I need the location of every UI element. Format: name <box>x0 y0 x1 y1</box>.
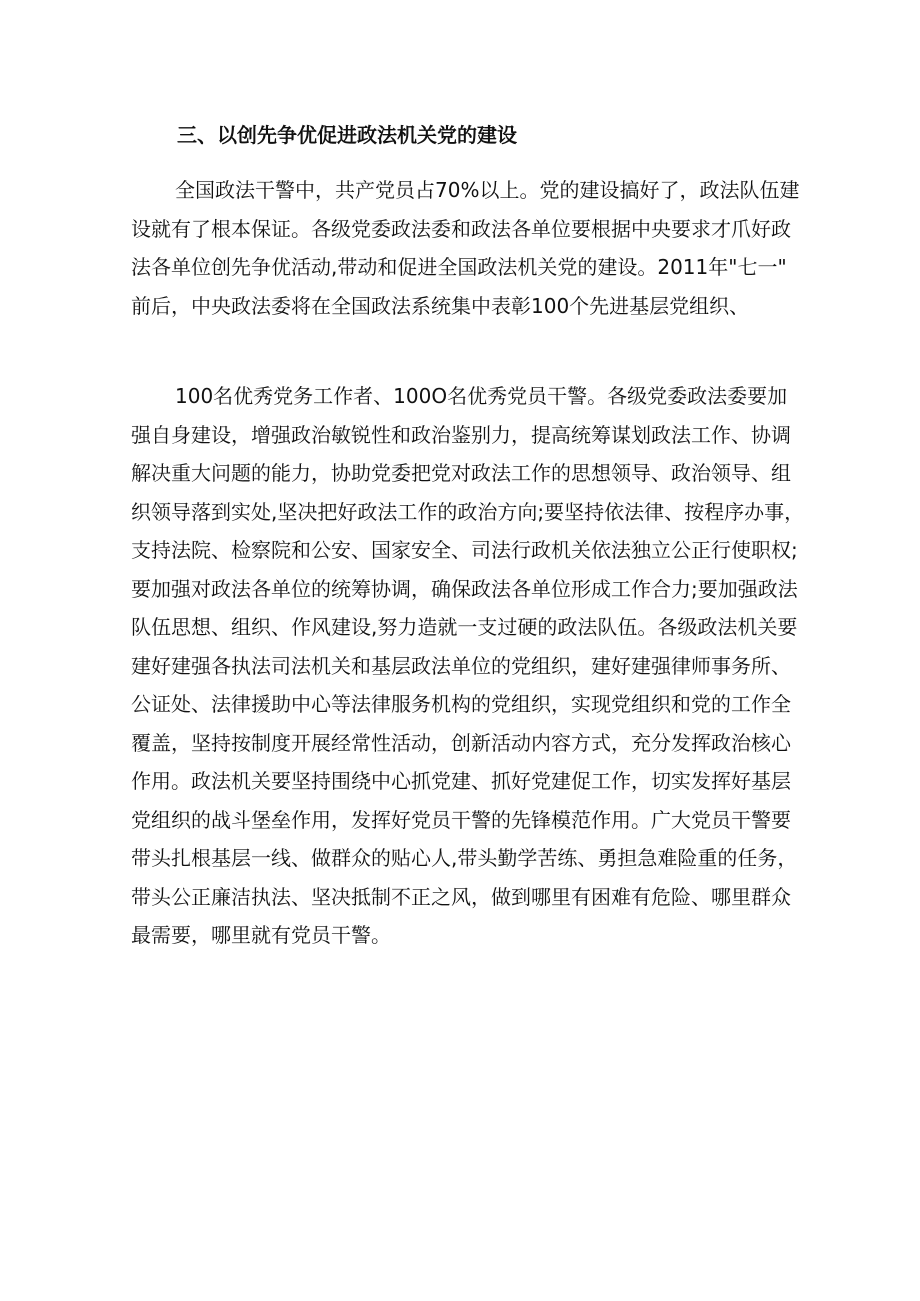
paragraph-line: 织领导落到实处,坚决把好政法工作的政治方向;要坚持依法律、按程序办事， <box>131 499 805 524</box>
paragraph-line: 队伍思想、组织、作风建设,努力造就一支过硬的政法队伍。各级政法机关要 <box>131 615 798 639</box>
paragraph-line: 设就有了根本保证。各级党委政法委和政法各单位要根据中央要求才爪好政 <box>131 216 791 241</box>
paragraph-line: 前后，中央政法委将在全国政法系统集中表彰100个先进基层党组织、 <box>131 293 750 318</box>
paragraph-line: 覆盖，坚持按制度开展经常性活动，创新活动内容方式，充分发挥政治核心 <box>131 730 791 755</box>
paragraph-line: 作用。政法机关要坚持围绕中心抓党建、抓好党建促工作，切实发挥好基层 <box>131 769 791 793</box>
paragraph-line: 解决重大问题的能力，协助党委把党对政法工作的思想领导、政治领导、组 <box>131 461 791 485</box>
paragraph-line: 要加强对政法各单位的统筹协调，确保政法各单位形成工作合力;要加强政法 <box>131 576 798 601</box>
paragraph-1 <box>131 171 801 325</box>
paragraph-line: 党组织的战斗堡垒作用，发挥好党员干警的先锋模范作用。广大党员干警要 <box>131 807 791 832</box>
paragraph-line: 最需要，哪里就有党员干警。 <box>131 923 391 947</box>
paragraph-line: 强自身建设，增强政治敏锐性和政治鉴别力，提高统筹谋划政法工作、协调 <box>131 422 791 447</box>
paragraph-line: 法各单位创先争优活动,带动和促进全国政法机关党的建设。2011年"七一" <box>131 255 787 279</box>
paragraph-line: 支持法院、检察院和公安、国家安全、司法行政机关依法独立公正行使职权; <box>131 538 798 562</box>
paragraph-line: 100名优秀党务工作者、100O名优秀党员干警。各级党委政法委要加 <box>175 384 788 408</box>
paragraph-line: 带头扎根基层一线、做群众的贴心人,带头勤学苦练、勇担急难险重的任务， <box>131 846 798 870</box>
paragraph-line: 公证处、法律援助中心等法律服务机构的党组织，实现党组织和党的工作全 <box>131 692 791 716</box>
paragraph-line: 全国政法干警中，共产党员占70%以上。党的建设搞好了，政法队伍建 <box>175 178 800 202</box>
paragraph-line: 建好建强各执法司法机关和基层政法单位的党组织，建好建强律师事务所、 <box>131 653 791 678</box>
paragraph-line: 带头公正廉洁执法、坚决抵制不正之风，做到哪里有困难有危险、哪里群众 <box>131 884 791 909</box>
paragraph-2 <box>131 377 805 955</box>
section-heading: 三、以创先争优促进政法机关党的建设 <box>177 123 517 147</box>
